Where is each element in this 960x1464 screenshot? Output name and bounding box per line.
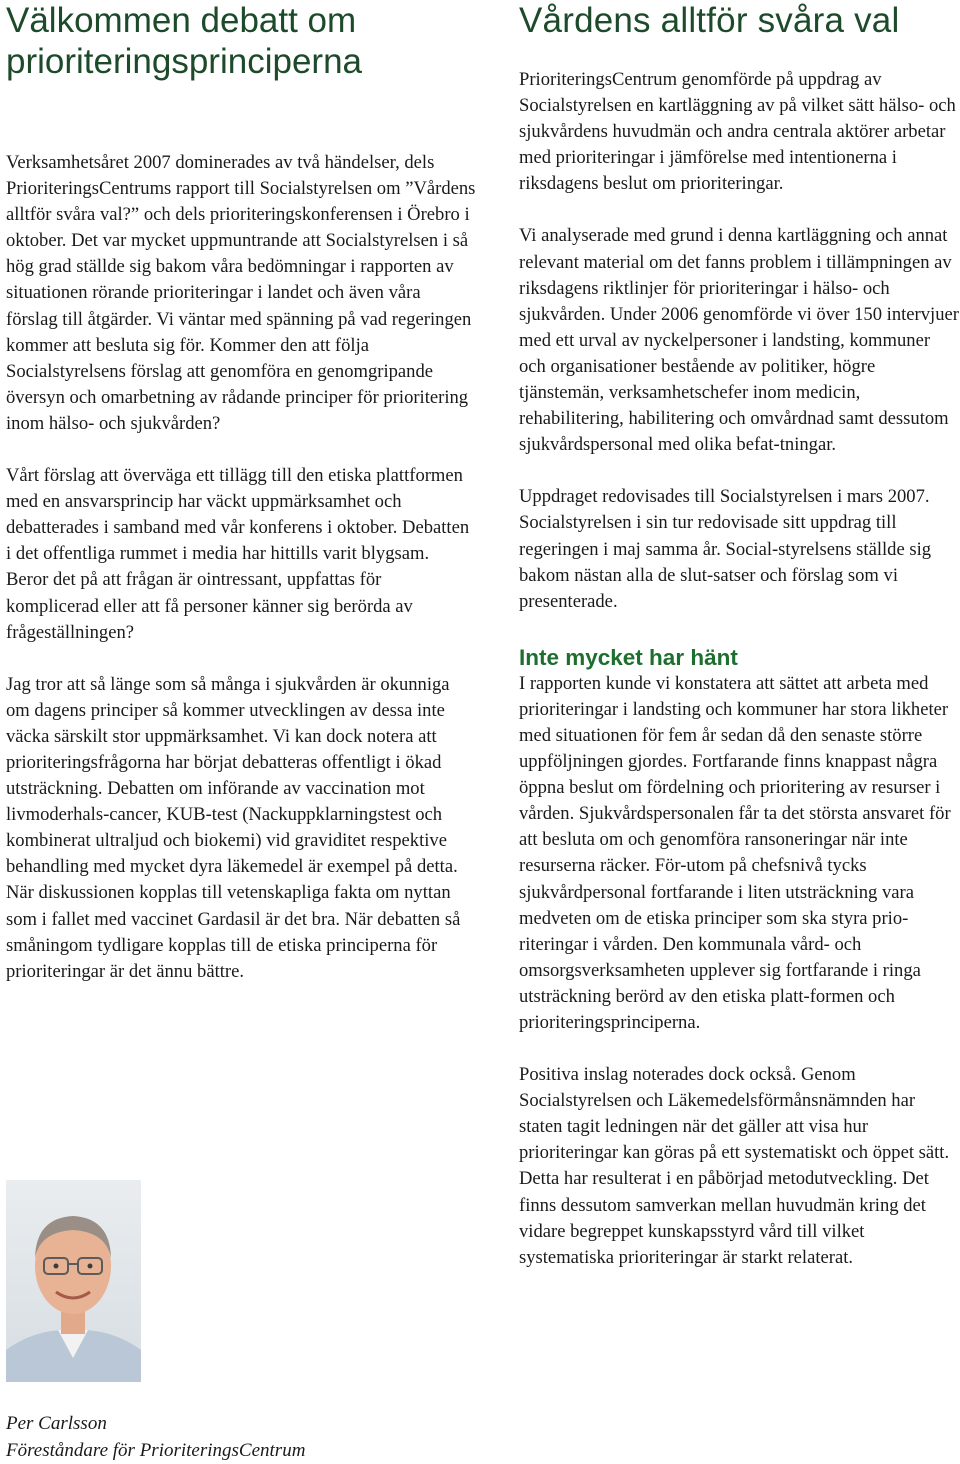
left-paragraph-3: Jag tror att så länge som så många i sjukvården är okunniga om dagens principer så kommer utvecklingen av dessa inte väcka särskilt stor uppmärksamhet. Vi kan dock notera att prioriteringsfrågorna har börjat debatteras offentligt i ökad utsträckning. Debatten om införande av vaccination mot livmoderhals-cancer, KUB-test (Nackuppklarningstest och kombinerat ultraljud och biokemi) vid graviditet respektive behandling med mycket dyra läkemedel är exempel på detta. När diskussionen kopplas till vetenskapliga fakta om nyttan som i fallet med vaccinet Gardasil är det bra. När debatten så småningom tydligare kopplas till de etiska principerna för prioriteringar är det ännu bättre. — [6, 673, 461, 982]
left-heading: Välkommen debatt om prioriteringsprinciperna — [6, 1, 362, 81]
right-column — [519, 0, 959, 1271]
left-paragraph-1: Verksamhetsåret 2007 dominerades av två händelser, dels PrioriteringsCentrums rapport till Socialstyrelsen om ”Vårdens alltför svåra val?” och dels prioriteringskonferensen i Örebro i oktober. Det var mycket uppmuntrande att Socialstyrelsen i så hög grad ställde sig bakom våra bedömningar i rapporten av situationen rörande prioriteringar i landet och även våra förslag till åtgärder. Vi väntar med spänning på vad regeringen kommer att besluta sig för. Kommer den att följa Socialstyrelsens förslag att genomföra en genomgripande översyn och omarbetning av rådande principer för prioritering inom hälso- och sjukvården? — [6, 152, 476, 434]
right-paragraph-2: Vi analyserade med grund i denna kartläggning och annat relevant material om det fanns problem i tillämpningen av riksdagens riktlinjer för prioriteringar i hälso- och sjukvården. Under 2006 genomförde vi över 150 intervjuer med ett urval av nyckelpersoner i landsting, kommuner och organisationer bestående av politiker, högre tjänstemän, verksamhetschefer inom medicin, rehabilitering, habilitering och omvårdnad samt dessutom sjukvårdspersonal med olika befat-tningar. — [519, 225, 959, 456]
right-paragraph-5: Positiva inslag noterades dock också. Genom Socialstyrelsen och Läkemedelsförmånsnämnden har staten tagit ledningen när det gäller att visa hur prioriteringar kan göras på ett systematiskt och öppet sätt. Detta har resulterat i en påbörjad metodutveckling. Det finns dessutom samverkan mellan huvudmän kring det vidare begreppet kunskapsstyrd vård till vilket systematiska prioriteringar är starkt relaterat. — [519, 1064, 950, 1268]
right-heading: Vårdens alltför svåra val — [519, 1, 900, 40]
portrait-photo — [6, 1180, 141, 1382]
caption-role: Föreståndare för PrioriteringsCentrum — [6, 1440, 306, 1461]
right-paragraph-3: Uppdraget redovisades till Socialstyrelsen i mars 2007. Socialstyrelsen i sin tur redovisade sitt uppdrag till regeringen i maj samma år. Social-styrelsens ställde sig bakom nästan alla de slut-satser och förslag som vi presenterade. — [519, 486, 932, 612]
photo-caption — [6, 1410, 305, 1464]
left-paragraph-2: Vårt förslag att överväga ett tillägg till den etiska plattformen med en ansvarsprincip har väckt uppmärksamhet och debatterades i samband med vår konferens i oktober. Debatten i det offentliga rummet i media har hittills varit blygsam. Beror det på att frågan är ointressant, uppfattas för komplicerad eller att få personer känner sig berörda av frågeställningen? — [6, 465, 470, 643]
portrait-illustration — [6, 1180, 141, 1382]
right-paragraph-4: I rapporten kunde vi konstatera att sättet att arbeta med prioriteringar i landsting och kommuner har stora likheter med situationen för fem år sedan då den senaste större uppföljningen gjordes. Fortfarande finns knappast några öppna beslut om fördelning och prioritering av resurser i vården. Sjukvårdspersonalen får ta det största ansvaret för att besluta om och genomföra ransoneringar när inte resurserna räcker. För-utom på chefsnivå tycks sjukvårdpersonal fortfarande i liten utsträckning vara medveten om de etiska principer som ska styra prio-riteringar i vården. Den kommunala vård- och omsorgsverksamheten upplever sig fortfarande i ringa utsträckning berörd av den etiska platt-formen och prioriteringsprinciperna. — [519, 672, 951, 1033]
right-paragraph-1: PrioriteringsCentrum genomförde på uppdrag av Socialstyrelsen en kartläggning av på vilket sätt hälso- och sjukvårdens huvudmän och andra centrala aktörer arbetar med prioriteringar i jämförelse med intentionerna i riksdagens beslut om prioriteringar. — [519, 69, 956, 195]
left-column — [6, 0, 476, 985]
caption-name: Per Carlsson — [6, 1413, 107, 1434]
right-subheading: Inte mycket har hänt — [519, 644, 738, 670]
